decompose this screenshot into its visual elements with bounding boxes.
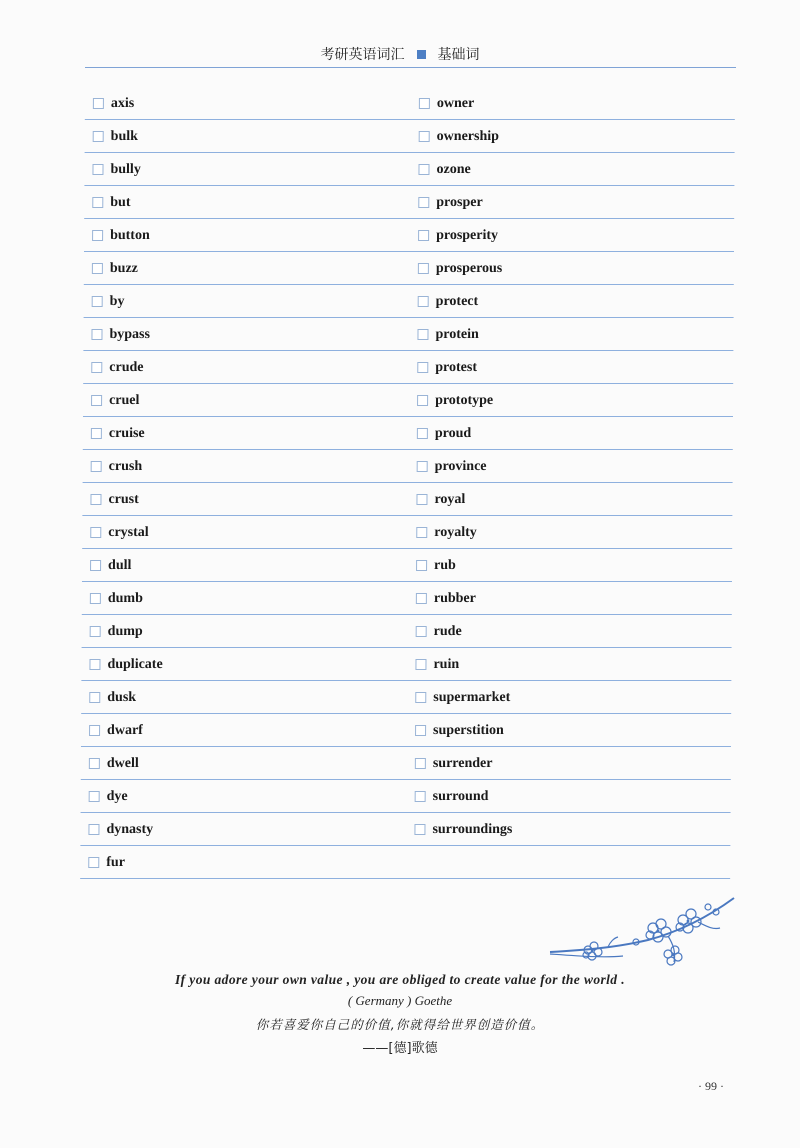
vocab-row [80,846,730,879]
square-bullet-icon [417,50,426,59]
checkbox[interactable] [419,131,430,142]
vocab-item [416,549,456,582]
section-title: 基础词 [437,47,480,63]
vocab-word: dynasty [106,821,154,837]
vocab-item [92,219,150,252]
vocab-item [414,813,512,846]
vocab-item [88,813,153,846]
book-title: 考研英语词汇 [320,47,405,63]
checkbox[interactable] [417,428,428,439]
checkbox[interactable] [417,329,428,340]
vocab-item [417,318,479,351]
checkbox[interactable] [416,560,427,571]
checkbox[interactable] [419,98,430,109]
vocab-word: axis [110,95,135,111]
vocab-item [417,450,487,483]
vocab-item [415,780,489,813]
vocab-item [93,120,138,153]
vocab-row [85,120,735,153]
checkbox[interactable] [92,263,103,274]
vocab-item [89,780,128,813]
checkbox[interactable] [90,527,101,538]
plum-blossom-branch-icon [548,892,738,972]
vocab-item [90,582,143,615]
vocab-word: dusk [107,689,137,705]
vocab-item [90,615,143,648]
vocab-item [93,87,135,120]
vocab-item [419,87,475,120]
vocab-word: crush [108,458,143,474]
vocab-item [92,153,141,186]
quote-chinese-author: ——[德]歌德 [362,1041,438,1056]
vocab-word: dull [108,557,132,573]
vocab-item [91,417,145,450]
vocab-item [90,483,139,516]
vocab-word: cruise [108,425,145,441]
checkbox[interactable] [93,98,104,109]
vocab-item [91,450,143,483]
checkbox[interactable] [89,692,100,703]
vocab-word: buzz [109,260,138,276]
checkbox[interactable] [418,164,429,175]
vocab-word: rude [433,623,462,639]
vocab-row [81,747,731,780]
vocab-item [417,351,477,384]
vocab-row [84,186,734,219]
checkbox[interactable] [418,296,429,307]
vocab-word: ozone [436,161,471,177]
checkbox[interactable] [417,362,428,373]
vocab-item [419,120,499,153]
vocab-row [85,87,735,120]
checkbox[interactable] [89,791,100,802]
vocab-item [91,318,150,351]
checkbox[interactable] [416,593,427,604]
vocab-item [88,846,125,879]
vocab-word: surround [432,788,489,804]
vocab-item [92,285,125,318]
vocab-word: surroundings [432,821,513,837]
vocab-item [418,285,479,318]
vocab-word: prototype [435,392,494,408]
checkbox[interactable] [416,494,427,505]
checkbox[interactable] [416,527,427,538]
vocab-row [83,318,733,351]
checkbox[interactable] [92,296,103,307]
vocab-word: by [109,293,125,309]
vocab-item [92,252,138,285]
checkbox[interactable] [88,857,99,868]
vocab-row [84,285,734,318]
vocab-item [91,351,143,384]
vocab-word: duplicate [107,656,163,672]
header-rule [85,67,736,68]
vocab-word: supermarket [433,689,511,705]
vocab-word: cruel [109,392,140,408]
vocab-row [82,549,732,582]
checkbox[interactable] [91,428,102,439]
vocab-word: but [110,194,131,210]
checkbox[interactable] [90,626,101,637]
checkbox[interactable] [90,593,101,604]
vocab-word: rubber [433,590,476,606]
vocab-row [82,615,732,648]
vocab-item [415,714,504,747]
checkbox[interactable] [92,230,103,241]
checkbox[interactable] [414,824,425,835]
quote-block [0,972,800,1056]
vocab-word: protein [435,326,479,342]
vocab-row [81,681,731,714]
vocab-word: surrender [432,755,493,771]
vocab-word: crust [108,491,139,507]
vocabulary-grid [80,87,735,879]
vocab-item [90,549,132,582]
vocab-item [416,483,465,516]
vocab-item [418,153,470,186]
vocab-item [415,747,493,780]
vocab-row [83,417,733,450]
checkbox[interactable] [92,164,103,175]
vocab-item [89,648,162,681]
vocab-row [80,813,730,846]
checkbox[interactable] [416,626,427,637]
vocab-word: dump [107,623,143,639]
vocab-word: bypass [109,326,151,342]
checkbox[interactable] [88,824,99,835]
vocab-word: dwell [106,755,139,771]
vocab-item [90,516,149,549]
vocab-row [81,648,731,681]
vocab-row [83,450,733,483]
quote-author: ( Germany ) Goethe [347,993,453,1008]
vocab-word: button [110,227,150,243]
vocab-word: ruin [433,656,460,672]
vocab-item [89,714,143,747]
vocab-item [416,615,462,648]
checkbox[interactable] [415,659,426,670]
checkbox[interactable] [418,230,429,241]
vocab-word: royalty [434,524,477,540]
vocab-word: ownership [436,128,499,144]
checkbox[interactable] [90,494,101,505]
vocab-word: protect [435,293,479,309]
vocab-item [417,417,472,450]
vocab-item [415,648,459,681]
checkbox[interactable] [93,131,104,142]
vocab-word: rub [434,557,456,573]
vocab-word: bully [110,161,141,177]
vocab-word: dwarf [107,722,143,738]
vocab-item [89,747,139,780]
vocab-row [83,384,733,417]
vocab-row [84,219,734,252]
vocab-word: prosperity [436,227,499,243]
vocab-word: fur [106,854,125,870]
vocab-word: dye [106,788,128,804]
vocab-row [81,780,731,813]
checkbox[interactable] [91,329,102,340]
checkbox[interactable] [418,263,429,274]
checkbox[interactable] [91,395,102,406]
vocab-row [82,516,732,549]
vocab-item [92,186,130,219]
vocab-word: province [434,458,487,474]
checkbox[interactable] [91,362,102,373]
checkbox[interactable] [418,197,429,208]
vocab-word: superstition [433,722,504,738]
checkbox[interactable] [89,659,100,670]
vocab-item [418,252,503,285]
checkbox[interactable] [415,758,426,769]
vocab-word: protest [435,359,478,375]
vocab-item [415,681,510,714]
checkbox[interactable] [415,791,426,802]
vocab-word: royal [434,491,466,507]
vocab-row [84,153,734,186]
vocab-item [417,384,493,417]
checkbox[interactable] [89,725,100,736]
checkbox[interactable] [415,725,426,736]
checkbox[interactable] [90,560,101,571]
checkbox[interactable] [417,395,428,406]
vocab-row [82,483,732,516]
vocab-word: crude [109,359,144,375]
checkbox[interactable] [89,758,100,769]
page-number: · 99 · [698,1079,724,1093]
vocab-row [83,351,733,384]
vocab-word: prosperous [435,260,503,276]
running-header [0,44,800,64]
vocab-word: proud [434,425,472,441]
vocab-word: bulk [110,128,138,144]
vocab-item [91,384,140,417]
checkbox[interactable] [415,692,426,703]
vocab-word: prosper [436,194,483,210]
checkbox[interactable] [92,197,103,208]
vocab-row [84,252,734,285]
vocab-word: owner [436,95,475,111]
vocab-word: dumb [107,590,143,606]
vocab-row [81,714,731,747]
vocab-item [418,186,483,219]
quote-english: If you adore your own value , you are obliged to create value for the world . [174,972,626,987]
vocab-word: crystal [108,524,149,540]
checkbox[interactable] [417,461,428,472]
quote-chinese: 你若喜爱你自己的价值,你就得给世界创造价值。 [255,1017,545,1032]
vocab-item [418,219,498,252]
vocab-item [416,516,477,549]
checkbox[interactable] [91,461,102,472]
vocab-item [416,582,476,615]
vocab-item [89,681,136,714]
vocab-row [82,582,732,615]
